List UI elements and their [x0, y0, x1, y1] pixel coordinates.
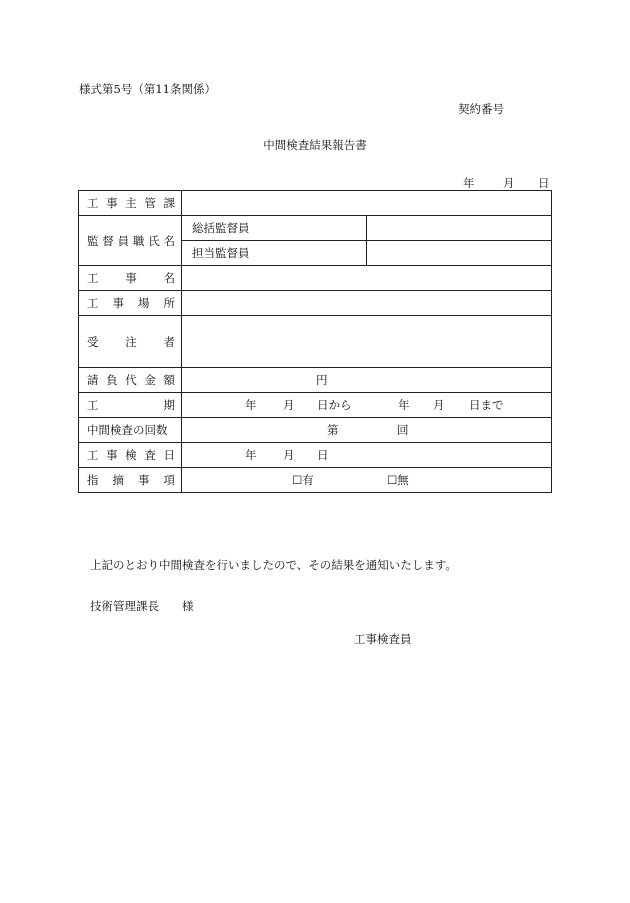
assigned-supervisor-label: 担当監督員: [182, 241, 367, 266]
period-month-end: 月: [433, 398, 445, 412]
date-month: 月: [503, 176, 515, 190]
row-remarks: [79, 468, 552, 493]
remarks-value: [182, 468, 552, 493]
work-name-label: 工 事 名: [79, 266, 182, 291]
row-inspection-count: [79, 418, 552, 443]
count-suffix: 回: [397, 423, 409, 437]
remarks-yes-checkbox[interactable]: ☐有: [292, 473, 314, 487]
period-label: 工 期: [79, 393, 182, 418]
count-prefix: 第: [327, 423, 339, 437]
row-inspection-date: [79, 443, 552, 468]
department-value[interactable]: [182, 191, 552, 216]
inspection-date-value[interactable]: [182, 443, 552, 468]
work-location-value[interactable]: [182, 291, 552, 316]
row-contractor: [79, 316, 552, 368]
row-period: [79, 393, 552, 418]
date-year: 年: [463, 176, 475, 190]
yen-unit: 円: [316, 373, 328, 387]
period-month-start: 月: [283, 398, 295, 412]
supervisor-label: 監 督 員 職 氏 名: [79, 216, 182, 266]
contractor-label: 受 注 者: [79, 316, 182, 368]
addressee: 技術管理課長 様: [90, 599, 194, 613]
inspection-day: 日: [317, 448, 329, 462]
period-day-start: 日から: [317, 398, 352, 412]
contract-number-label: 契約番号: [458, 102, 504, 116]
row-general-supervisor: [79, 216, 552, 241]
period-year-start: 年: [245, 398, 257, 412]
general-supervisor-label: 総括監督員: [182, 216, 367, 241]
period-year-end: 年: [398, 398, 410, 412]
inspector-label: 工事検査員: [354, 632, 412, 646]
period-day-end: 日まで: [469, 398, 504, 412]
inspection-year: 年: [245, 448, 257, 462]
assigned-supervisor-value[interactable]: [367, 241, 552, 266]
form-number: 様式第5号（第11条関係）: [79, 82, 216, 96]
remarks-no-checkbox[interactable]: ☐無: [387, 473, 409, 487]
row-contract-amount: [79, 368, 552, 393]
contract-amount-value[interactable]: [182, 368, 552, 393]
work-location-label: 工 事 場 所: [79, 291, 182, 316]
document-title: 中間検査結果報告書: [263, 138, 367, 152]
general-supervisor-value[interactable]: [367, 216, 552, 241]
inspection-count-value[interactable]: [182, 418, 552, 443]
inspection-date-label: 工 事 検 査 日: [79, 443, 182, 468]
row-work-location: [79, 291, 552, 316]
notice-text: 上記のとおり中間検査を行いましたので、その結果を通知いたします。: [90, 558, 457, 572]
period-value[interactable]: [182, 393, 552, 418]
row-department: [79, 191, 552, 216]
inspection-month: 月: [283, 448, 295, 462]
department-label: 工 事 主 管 課: [79, 191, 182, 216]
remarks-label: 指 摘 事 項: [79, 468, 182, 493]
inspection-count-label: 中間検査の回数: [79, 418, 182, 443]
date-day: 日: [538, 176, 550, 190]
report-table: [78, 190, 552, 493]
contract-amount-label: 請 負 代 金 額: [79, 368, 182, 393]
row-work-name: [79, 266, 552, 291]
contractor-value[interactable]: [182, 316, 552, 368]
work-name-value[interactable]: [182, 266, 552, 291]
